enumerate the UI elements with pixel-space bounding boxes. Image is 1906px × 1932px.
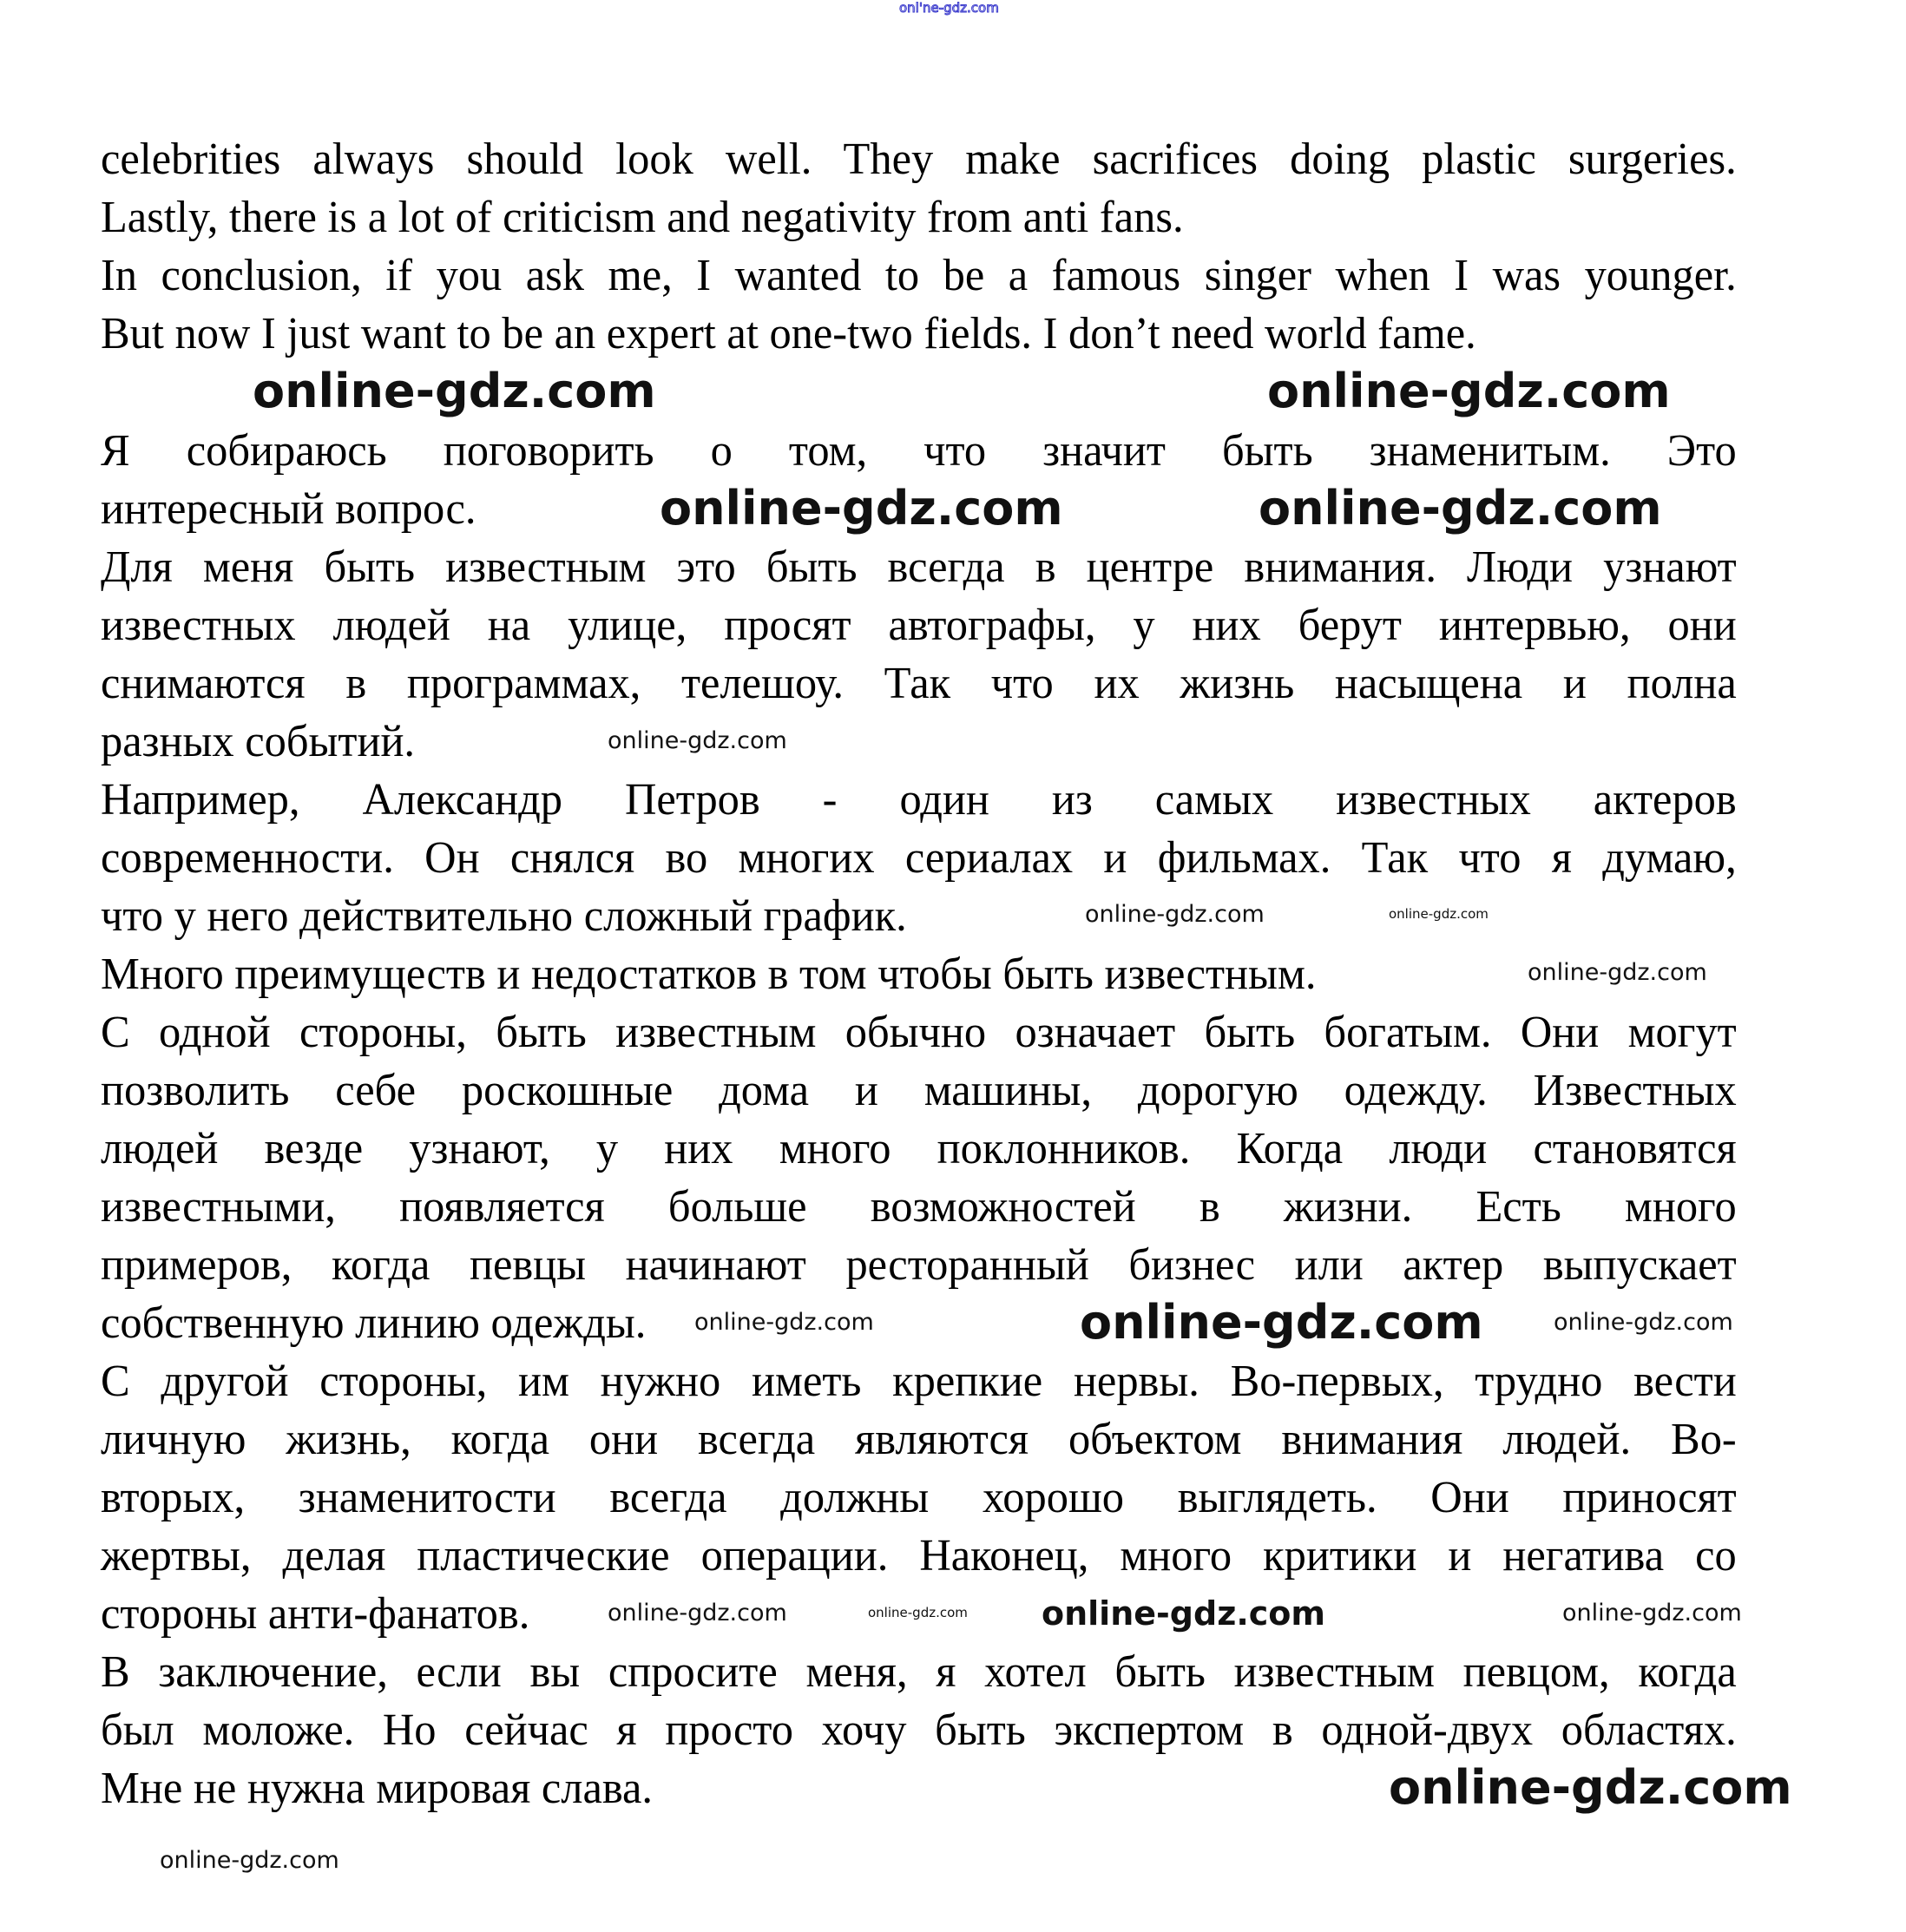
text-line: людей везде узнают, у них много поклонников. Когда люди становятся [101,1124,1737,1173]
watermark: online-gdz.com [160,1847,339,1874]
text-line: Мне не нужна мировая слава. [101,1764,654,1813]
watermark: online-gdz.com [660,481,1063,536]
text-line: стороны анти-фанатов. [101,1589,530,1639]
watermark: online-gdz.com [868,1605,968,1620]
text-line: Я собираюсь поговорить о том, что значит быть знаменитым. Это [101,426,1737,476]
text-line: известных людей на улице, просят автографы, у них берут интервью, они [101,601,1737,650]
watermark: online-gdz.com [1080,1295,1483,1350]
text-line: собственную линию одежды. [101,1298,647,1348]
watermark: online-gdz.com [1528,959,1707,986]
text-line: был моложе. Но сейчас я просто хочу быть экспертом в одной-двух областях. [101,1705,1737,1755]
watermark: online-gdz.com [1389,906,1489,922]
top-watermark: onl'ne-gdz.com [899,0,999,16]
text-line: But now I just want to be an expert at one-two fields. I don’t need world fame. [101,309,1476,358]
watermark: online-gdz.com [608,1600,787,1626]
watermark: online-gdz.com [1085,901,1265,928]
watermark: online-gdz.com [694,1309,874,1336]
text-line: что у него действительно сложный график. [101,891,907,941]
watermark: online-gdz.com [1389,1760,1792,1815]
text-line: известными, появляется больше возможностей в жизни. Есть много [101,1182,1737,1232]
text-line: личную жизнь, когда они всегда являются объектом внимания людей. Во- [101,1415,1737,1464]
text-line: примеров, когда певцы начинают ресторанный бизнес или актер выпускает [101,1240,1737,1290]
text-line: celebrities always should look well. They make sacrifices doing plastic surgeries. [101,135,1737,184]
text-line: С одной стороны, быть известным обычно означает быть богатым. Они могут [101,1008,1737,1057]
text-line: позволить себе роскошные дома и машины, дорогую одежду. Известных [101,1066,1737,1115]
text-line: интересный вопрос. [101,484,476,534]
text-line: жертвы, делая пластические операции. Наконец, много критики и негатива со [101,1531,1737,1580]
text-line: Для меня быть известным это быть всегда в центре внимания. Люди узнают [101,542,1737,592]
watermark: online-gdz.com [1267,364,1671,418]
text-line: Lastly, there is a lot of criticism and negativity from anti fans. [101,193,1184,242]
text-line: современности. Он снялся во многих сериалах и фильмах. Так что я думаю, [101,833,1737,883]
text-line: вторых, знаменитости всегда должны хорошо выглядеть. Они приносят [101,1473,1737,1522]
watermark: online-gdz.com [1562,1600,1742,1626]
text-line: Например, Александр Петров - один из самых известных актеров [101,775,1737,825]
watermark: online-gdz.com [1554,1309,1733,1336]
watermark: online-gdz.com [1042,1594,1325,1633]
watermark: online-gdz.com [1259,481,1662,536]
text-line: снимаются в программах, телешоу. Так что их жизнь насыщена и полна [101,659,1737,708]
watermark: online-gdz.com [608,727,787,754]
watermark: online-gdz.com [253,364,656,418]
text-line: In conclusion, if you ask me, I wanted to be a famous singer when I was younger. [101,251,1737,300]
text-line: разных событий. [101,717,416,766]
text-line: В заключение, если вы спросите меня, я хотел быть известным певцом, когда [101,1647,1737,1697]
text-line: С другой стороны, им нужно иметь крепкие нервы. Во-первых, трудно вести [101,1357,1737,1406]
text-line: Много преимуществ и недостатков в том чтобы быть известным. [101,950,1317,999]
